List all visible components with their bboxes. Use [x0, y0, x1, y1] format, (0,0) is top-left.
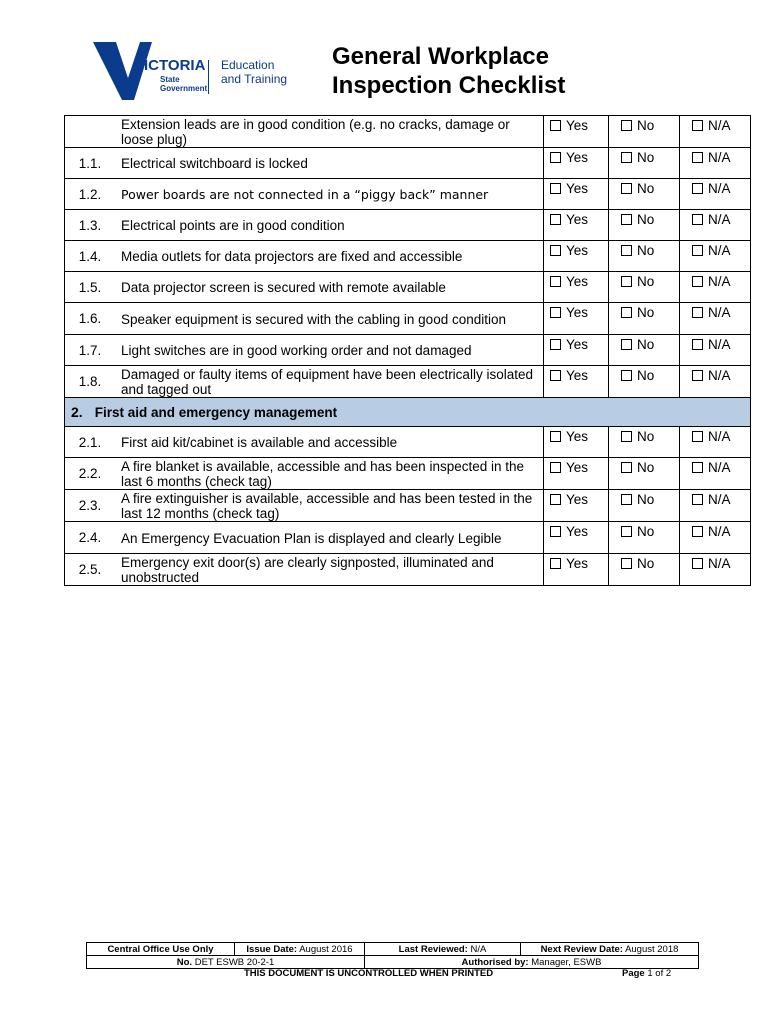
- na-checkbox[interactable]: [692, 526, 703, 537]
- option-na[interactable]: [680, 179, 751, 210]
- option-na[interactable]: [680, 458, 751, 490]
- checklist-row: [65, 458, 751, 490]
- no-label: No: [637, 429, 655, 444]
- no-label: No: [637, 150, 655, 165]
- option-no[interactable]: [609, 179, 680, 210]
- footer-doc-number: No. DET ESWB 20-2-1: [87, 956, 365, 969]
- checklist-row: [65, 490, 751, 522]
- option-yes[interactable]: [544, 241, 609, 272]
- footer-row-1: [87, 943, 699, 956]
- item-number: 2.4.: [65, 522, 116, 554]
- no-label: No: [637, 460, 655, 475]
- section-title: First aid and emergency management: [94, 405, 338, 420]
- option-no[interactable]: [609, 148, 680, 179]
- no-label: No: [637, 181, 655, 196]
- option-yes[interactable]: [544, 522, 609, 554]
- option-yes[interactable]: [544, 490, 609, 522]
- uncontrolled-notice: THIS DOCUMENT IS UNCONTROLLED WHEN PRINTED: [244, 968, 494, 979]
- no-checkbox[interactable]: [621, 120, 632, 131]
- item-number: 1.3.: [65, 210, 116, 241]
- item-description: An Emergency Evacuation Plan is displayed and clearly Legible: [115, 522, 544, 554]
- option-no[interactable]: [609, 522, 680, 554]
- no-label: No: [637, 212, 655, 227]
- yes-label: Yes: [566, 337, 589, 352]
- yes-label: Yes: [566, 118, 589, 133]
- no-checkbox[interactable]: [621, 245, 632, 256]
- checklist-row: [65, 241, 751, 272]
- yes-checkbox[interactable]: [550, 339, 561, 350]
- na-label: N/A: [708, 524, 731, 539]
- section-number: 2.: [71, 404, 83, 420]
- yes-label: Yes: [566, 212, 589, 227]
- page-header: [0, 0, 768, 112]
- section-header-row: [65, 398, 751, 427]
- yes-label: Yes: [566, 524, 589, 539]
- option-na[interactable]: [680, 490, 751, 522]
- yes-checkbox[interactable]: [550, 462, 561, 473]
- na-checkbox[interactable]: [692, 152, 703, 163]
- checklist-row: [65, 335, 751, 366]
- option-yes[interactable]: [544, 116, 609, 148]
- no-label: No: [637, 524, 655, 539]
- option-na[interactable]: [680, 148, 751, 179]
- yes-checkbox[interactable]: [550, 152, 561, 163]
- yes-checkbox[interactable]: [550, 307, 561, 318]
- option-yes[interactable]: [544, 335, 609, 366]
- na-checkbox[interactable]: [692, 245, 703, 256]
- yes-checkbox[interactable]: [550, 214, 561, 225]
- na-label: N/A: [708, 429, 731, 444]
- checklist-row: [65, 303, 751, 335]
- yes-label: Yes: [566, 305, 589, 320]
- item-number: 2.2.: [65, 458, 116, 490]
- na-label: N/A: [708, 492, 731, 507]
- no-checkbox[interactable]: [621, 183, 632, 194]
- page-number: Page 1 of 2: [622, 968, 672, 979]
- item-number: 2.1.: [65, 427, 116, 458]
- logo-sub2-text: Government: [160, 84, 208, 93]
- no-label: No: [637, 556, 655, 571]
- yes-checkbox[interactable]: [550, 431, 561, 442]
- footer-bottom: [86, 968, 698, 980]
- checklist-row: [65, 522, 751, 554]
- footer-next-review: Next Review Date: August 2018: [521, 943, 699, 956]
- yes-label: Yes: [566, 429, 589, 444]
- option-yes[interactable]: [544, 554, 609, 586]
- item-number: 1.8.: [65, 366, 116, 398]
- checklist-row: [65, 366, 751, 398]
- option-no[interactable]: [609, 303, 680, 335]
- item-description: Damaged or faulty items of equipment have been electrically isolated and tagged out: [115, 366, 544, 398]
- option-no[interactable]: [609, 116, 680, 148]
- na-checkbox[interactable]: [692, 276, 703, 287]
- na-label: N/A: [708, 181, 731, 196]
- option-no[interactable]: [609, 366, 680, 398]
- yes-label: Yes: [566, 460, 589, 475]
- no-checkbox[interactable]: [621, 152, 632, 163]
- yes-checkbox[interactable]: [550, 245, 561, 256]
- document-control-table: [86, 942, 699, 969]
- item-description: Power boards are not connected in a “piggy back” manner: [115, 179, 544, 210]
- checklist-section-1: [65, 116, 751, 398]
- no-label: No: [637, 492, 655, 507]
- option-yes[interactable]: [544, 210, 609, 241]
- item-description: Emergency exit door(s) are clearly signposted, illuminated and unobstructed: [115, 554, 544, 586]
- na-label: N/A: [708, 556, 731, 571]
- no-checkbox[interactable]: [621, 214, 632, 225]
- checklist-section-2: [65, 427, 751, 586]
- logo-divider: [208, 60, 209, 94]
- na-label: N/A: [708, 460, 731, 475]
- option-na[interactable]: [680, 522, 751, 554]
- option-no[interactable]: [609, 458, 680, 490]
- no-checkbox[interactable]: [621, 276, 632, 287]
- yes-label: Yes: [566, 492, 589, 507]
- item-number: 1.4.: [65, 241, 116, 272]
- logo-sub1-text: State: [160, 75, 180, 84]
- no-label: No: [637, 118, 655, 133]
- na-label: N/A: [708, 274, 731, 289]
- checklist-row: [65, 148, 751, 179]
- yes-label: Yes: [566, 243, 589, 258]
- na-checkbox[interactable]: [692, 339, 703, 350]
- item-number: 1.7.: [65, 335, 116, 366]
- yes-checkbox[interactable]: [550, 370, 561, 381]
- item-number: 1.5.: [65, 272, 116, 303]
- checklist-table: [64, 115, 751, 586]
- yes-checkbox[interactable]: [550, 120, 561, 131]
- checklist-row: [65, 116, 751, 148]
- logo-department: [221, 58, 287, 86]
- yes-checkbox[interactable]: [550, 183, 561, 194]
- no-checkbox[interactable]: [621, 526, 632, 537]
- option-na[interactable]: [680, 272, 751, 303]
- na-checkbox[interactable]: [692, 494, 703, 505]
- item-description: A fire blanket is available, accessible and has been inspected in the last 6 months (check tag): [115, 458, 544, 490]
- yes-label: Yes: [566, 556, 589, 571]
- item-description: Extension leads are in good condition (e.g. no cracks, damage or loose plug): [115, 116, 544, 148]
- item-description: Media outlets for data projectors are fixed and accessible: [115, 241, 544, 272]
- item-description: Light switches are in good working order and not damaged: [115, 335, 544, 366]
- option-na[interactable]: [680, 116, 751, 148]
- no-label: No: [637, 305, 655, 320]
- option-no[interactable]: [609, 335, 680, 366]
- checklist-row: [65, 272, 751, 303]
- na-label: N/A: [708, 368, 731, 383]
- yes-checkbox[interactable]: [550, 558, 561, 569]
- na-label: N/A: [708, 337, 731, 352]
- item-number: 1.6.: [65, 303, 116, 335]
- na-label: N/A: [708, 243, 731, 258]
- no-label: No: [637, 337, 655, 352]
- checklist-row: [65, 554, 751, 586]
- option-yes[interactable]: [544, 303, 609, 335]
- yes-checkbox[interactable]: [550, 526, 561, 537]
- na-label: N/A: [708, 212, 731, 227]
- no-checkbox[interactable]: [621, 558, 632, 569]
- option-na[interactable]: [680, 241, 751, 272]
- item-description: Speaker equipment is secured with the cabling in good condition: [115, 303, 544, 335]
- footer-authorised-by: Authorised by: Manager, ESWB: [365, 956, 699, 969]
- item-number: 1.1.: [65, 148, 116, 179]
- option-no[interactable]: [609, 210, 680, 241]
- yes-label: Yes: [566, 150, 589, 165]
- na-checkbox[interactable]: [692, 558, 703, 569]
- no-checkbox[interactable]: [621, 370, 632, 381]
- na-checkbox[interactable]: [692, 214, 703, 225]
- option-na[interactable]: [680, 335, 751, 366]
- na-label: N/A: [708, 118, 731, 133]
- option-na[interactable]: [680, 210, 751, 241]
- option-no[interactable]: [609, 490, 680, 522]
- yes-label: Yes: [566, 181, 589, 196]
- option-yes[interactable]: [544, 148, 609, 179]
- na-label: N/A: [708, 150, 731, 165]
- item-number: 1.2.: [65, 179, 116, 210]
- item-number: 2.3.: [65, 490, 116, 522]
- option-na[interactable]: [680, 427, 751, 458]
- option-no[interactable]: [609, 272, 680, 303]
- yes-label: Yes: [566, 274, 589, 289]
- no-label: No: [637, 368, 655, 383]
- checklist-row: [65, 179, 751, 210]
- option-yes[interactable]: [544, 366, 609, 398]
- no-label: No: [637, 274, 655, 289]
- page-title: [332, 42, 565, 100]
- title-line2: Inspection Checklist: [332, 72, 566, 99]
- no-checkbox[interactable]: [621, 431, 632, 442]
- no-checkbox[interactable]: [621, 307, 632, 318]
- logo-edu-line2: and Training: [221, 72, 288, 86]
- item-description: Data projector screen is secured with remote available: [115, 272, 544, 303]
- footer-issue-date: Issue Date: August 2016: [235, 943, 365, 956]
- na-checkbox[interactable]: [692, 120, 703, 131]
- na-checkbox[interactable]: [692, 183, 703, 194]
- yes-label: Yes: [566, 368, 589, 383]
- option-no[interactable]: [609, 241, 680, 272]
- item-number: 2.5.: [65, 554, 116, 586]
- no-checkbox[interactable]: [621, 462, 632, 473]
- option-no[interactable]: [609, 554, 680, 586]
- na-checkbox[interactable]: [692, 462, 703, 473]
- logo-edu-line1: Education: [221, 58, 275, 72]
- checklist-row: [65, 427, 751, 458]
- logo-brand-text: VICTORIA: [134, 57, 206, 74]
- option-yes[interactable]: [544, 458, 609, 490]
- item-number: [65, 116, 116, 148]
- title-line1: General Workplace: [332, 43, 549, 70]
- no-checkbox[interactable]: [621, 339, 632, 350]
- checklist-section-2-header: [65, 398, 751, 427]
- na-checkbox[interactable]: [692, 431, 703, 442]
- footer-last-reviewed: Last Reviewed: N/A: [365, 943, 521, 956]
- item-description: First aid kit/cabinet is available and accessible: [115, 427, 544, 458]
- item-description: A fire extinguisher is available, accessible and has been tested in the last 12 months (check tag): [115, 490, 544, 522]
- option-na[interactable]: [680, 366, 751, 398]
- no-checkbox[interactable]: [621, 494, 632, 505]
- footer-row-2: [87, 956, 699, 969]
- yes-checkbox[interactable]: [550, 276, 561, 287]
- no-label: No: [637, 243, 655, 258]
- yes-checkbox[interactable]: [550, 494, 561, 505]
- footer-central-office: Central Office Use Only: [87, 943, 235, 956]
- na-checkbox[interactable]: [692, 370, 703, 381]
- na-checkbox[interactable]: [692, 307, 703, 318]
- na-label: N/A: [708, 305, 731, 320]
- checklist-row: [65, 210, 751, 241]
- option-na[interactable]: [680, 554, 751, 586]
- option-yes[interactable]: [544, 179, 609, 210]
- option-yes[interactable]: [544, 272, 609, 303]
- option-na[interactable]: [680, 303, 751, 335]
- section-header-cell: [65, 398, 751, 427]
- item-description: Electrical points are in good condition: [115, 210, 544, 241]
- option-yes[interactable]: [544, 427, 609, 458]
- option-no[interactable]: [609, 427, 680, 458]
- item-description: Electrical switchboard is locked: [115, 148, 544, 179]
